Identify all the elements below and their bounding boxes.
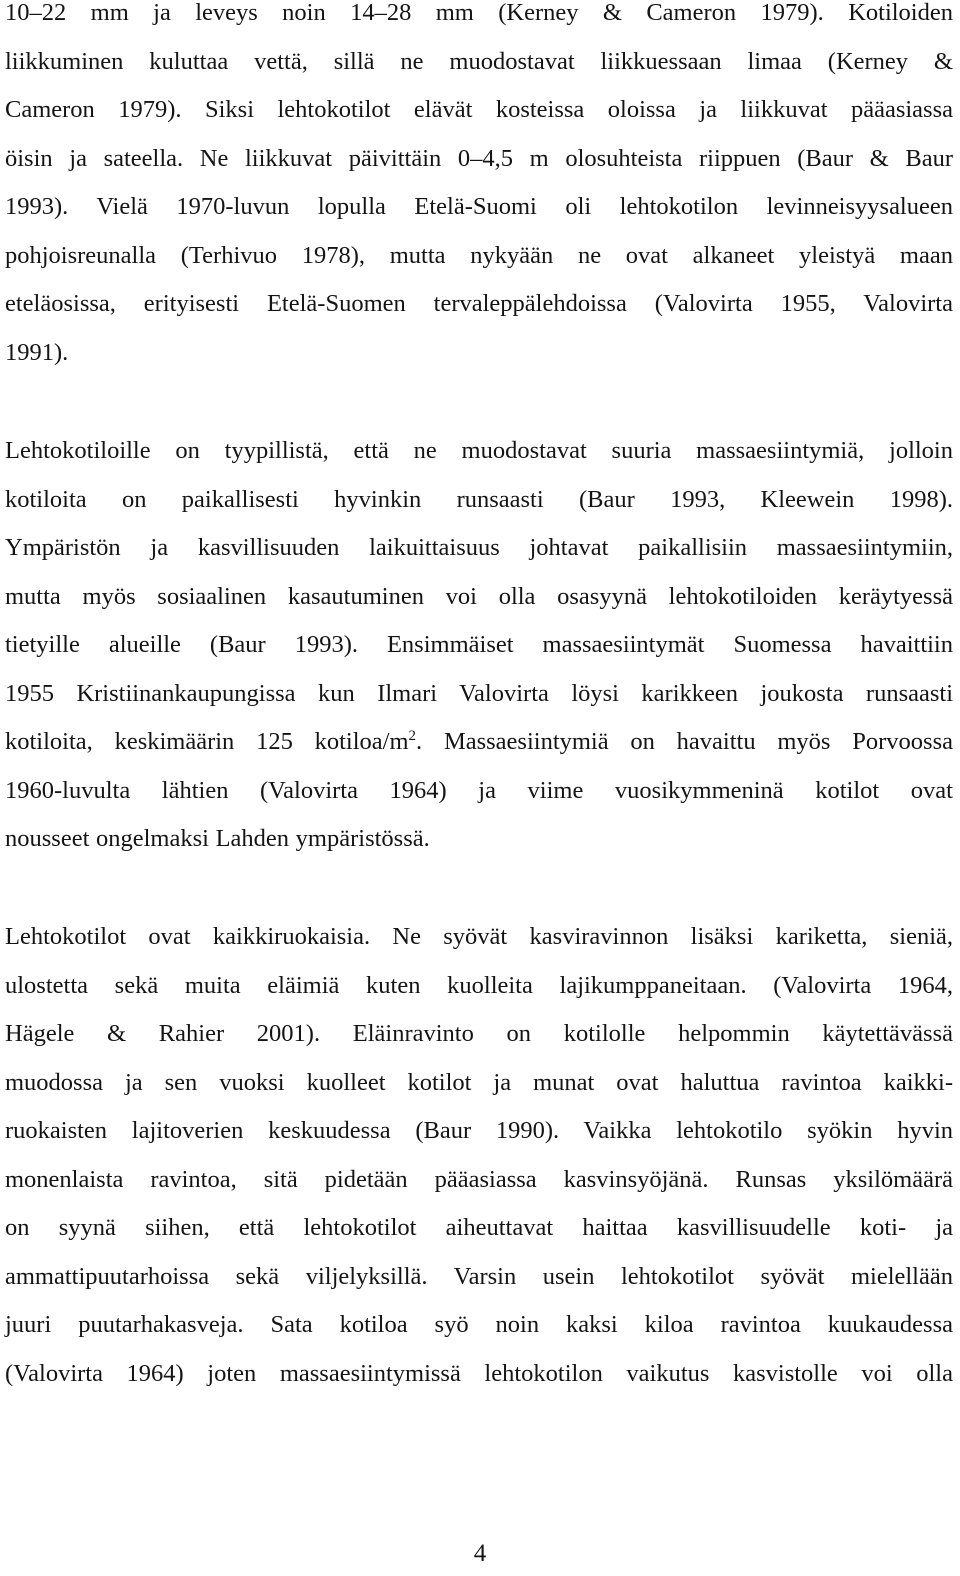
text-line: monenlaista ravintoa, sitä pidetään pääasiassa kasvinsyöjänä. Runsas yksilömäärä [5,1165,953,1193]
superscript: 2 [408,728,417,744]
text-line: Hägele & Rahier 2001). Eläinravinto on kotilolle helpommin käytettävässä [5,1020,953,1047]
text-line: 1993). Vielä 1970-luvun lopulla Etelä-Suomi oli lehtokotilon levinneisyysalueen [5,193,953,220]
text-line: Ympäristön ja kasvillisuuden laikuittaisuus johtavat paikallisiin massaesiintymiin, [5,534,953,561]
text-line: ammattipuutarhoissa sekä viljelyksillä. Varsin usein lehtokotilot syövät mielellään [5,1262,953,1290]
text-line: ulostetta sekä muita eläimiä kuten kuolleita lajikumppaneitaan. (Valovirta 1964, [5,971,953,999]
paragraph-1 [5,0,953,377]
text-line: öisin ja sateella. Ne liikkuvat päivittäin 0–4,5 m olosuhteista riippuen (Baur & Baur [5,144,953,172]
text-line: juuri puutarhakasveja. Sata kotiloa syö noin kaksi kiloa ravintoa kuukaudessa [5,1311,953,1338]
text-line: Lehtokotilot ovat kaikkiruokaisia. Ne syövät kasviravinnon lisäksi kariketta, sieniä, [5,923,953,950]
text-line: mutta myös sosiaalinen kasautuminen voi olla osasyynä lehtokotiloiden keräytyessä [5,582,953,610]
text-line-with-superscript [5,718,953,767]
text-line: Lehtokotiloille on tyypillistä, että ne muodostavat suuria massaesiintymiä, jolloin [5,437,953,464]
text-line: nousseet ongelmaksi Lahden ympäristössä. [5,825,430,852]
text-line: 1991). [5,338,69,366]
text-fragment: . Massaesiintymiä on havaittu myös Porvoossa [416,728,953,755]
paragraph-3 [5,913,953,1398]
text-line: tietyille alueille (Baur 1993). Ensimmäiset massaesiintymät Suomessa havaittiin [5,631,953,658]
page-number: 4 [473,1540,487,1567]
text-line: muodossa ja sen vuoksi kuolleet kotilot ja munat ovat haluttua ravintoa kaikki- [5,1068,953,1096]
text-line: 10–22 mm ja leveys noin 14–28 mm (Kerney & Cameron 1979). Kotiloiden [5,0,953,26]
text-line: kotiloita on paikallisesti hyvinkin runsaasti (Baur 1993, Kleewein 1998). [5,485,953,513]
text-line: (Valovirta 1964) joten massaesiintymissä lehtokotilon vaikutus kasvistolle voi olla [5,1359,953,1387]
text-line: Cameron 1979). Siksi lehtokotilot elävät kosteissa oloissa ja liikkuvat pääasiassa [5,96,953,123]
text-line: 1955 Kristiinankaupungissa kun Ilmari Valovirta löysi karikkeen joukosta runsaasti [5,679,953,707]
text-line: pohjoisreunalla (Terhivuo 1978), mutta nykyään ne ovat alkaneet yleistyä maan [5,241,953,269]
text-fragment: kotiloita, keskimäärin 125 kotiloa/m [5,728,409,755]
text-line: liikkuminen kuluttaa vettä, sillä ne muodostavat liikkuessaan limaa (Kerney & [5,47,953,75]
text-line: on syynä siihen, että lehtokotilot aiheuttavat haittaa kasvillisuudelle koti- ja [5,1214,953,1241]
paragraph-2 [5,427,953,864]
text-line: eteläosissa, erityisesti Etelä-Suomen tervaleppälehdoissa (Valovirta 1955, Valovirta [5,290,953,317]
text-line: ruokaisten lajitoverien keskuudessa (Baur 1990). Vaikka lehtokotilo syökin hyvin [5,1117,953,1144]
text-line: 1960-luvulta lähtien (Valovirta 1964) ja viime vuosikymmeninä kotilot ovat [5,776,953,804]
